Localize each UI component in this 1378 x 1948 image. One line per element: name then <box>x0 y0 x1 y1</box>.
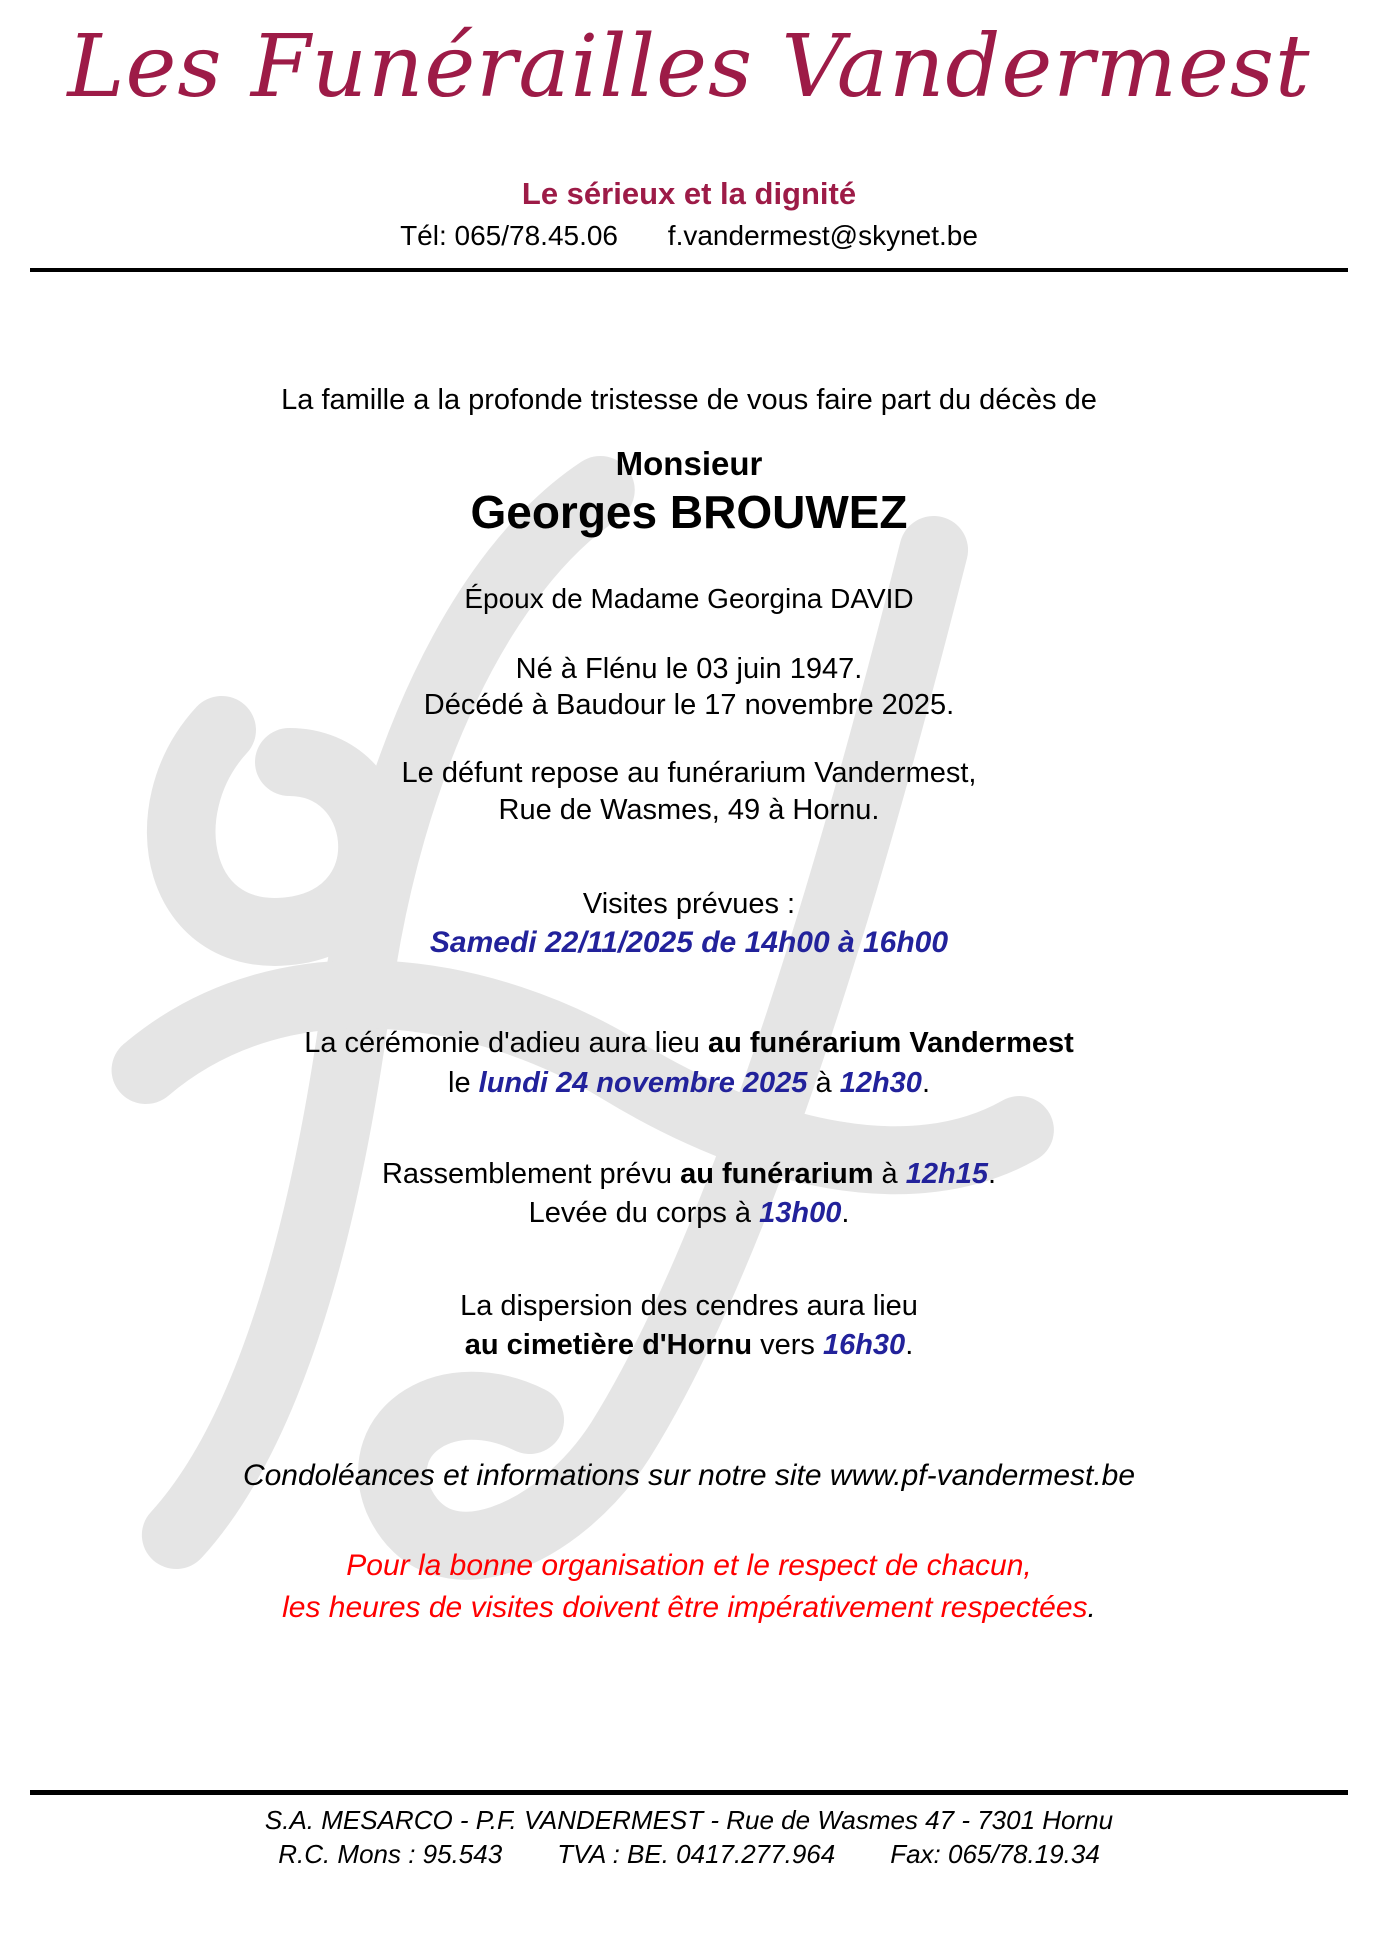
birth-death-dates <box>0 651 1378 724</box>
intro-text: La famille a la profonde tristesse de vous faire part du décès de <box>281 383 1097 416</box>
civility-title: Monsieur <box>615 444 763 482</box>
ceremony-paragraph <box>0 1024 1378 1102</box>
ceremony-line-1 <box>0 1024 1378 1063</box>
ceremony-location: au funérarium Vandermest <box>707 1027 1074 1060</box>
ceremony-date: lundi 24 novembre 2025 <box>478 1066 808 1099</box>
ceremony-mid: à <box>807 1066 840 1099</box>
phone-number: Tél: 065/78.45.06 <box>400 219 619 251</box>
repose-paragraph <box>0 755 1378 828</box>
footer <box>0 1790 1378 1870</box>
notice-period: . <box>1087 1591 1096 1625</box>
deceased-name: Georges BROUWEZ <box>470 485 908 538</box>
gathering-text: Rassemblement prévu <box>381 1157 681 1190</box>
body-removal-period: . <box>841 1196 850 1229</box>
spouse-line: Époux de Madame Georgina DAVID <box>464 582 914 614</box>
dispersion-line-1: La dispersion des cendres aura lieu <box>460 1290 918 1323</box>
brand-tagline: Le sérieux et la dignité <box>521 175 857 211</box>
company-registration-line <box>0 1839 1378 1870</box>
birth-line: Né à Flénu le 03 juin 1947. <box>515 652 863 685</box>
visits-schedule: Samedi 22/11/2025 de 14h00 à 16h00 <box>429 926 949 960</box>
ceremony-text: La cérémonie d'adieu aura lieu <box>304 1027 708 1060</box>
fax-number: Fax: 065/78.19.34 <box>890 1839 1100 1869</box>
ashes-dispersion-paragraph <box>0 1287 1378 1365</box>
dispersion-location: au cimetière d'Hornu <box>464 1329 753 1362</box>
visits-label: Visites prévues : <box>582 887 796 920</box>
dispersion-line-2 <box>0 1326 1378 1365</box>
rc-number: R.C. Mons : 95.543 <box>278 1839 503 1869</box>
visits-paragraph <box>0 886 1378 963</box>
ceremony-date-prefix: le <box>448 1066 479 1099</box>
gathering-period: . <box>987 1157 997 1190</box>
dispersion-period: . <box>905 1329 914 1362</box>
gathering-time: 12h15 <box>905 1157 988 1190</box>
footer-divider <box>30 1790 1348 1795</box>
gathering-mid: à <box>873 1157 906 1190</box>
body-removal-time: 13h00 <box>759 1196 842 1229</box>
notice-line-2 <box>0 1587 1378 1629</box>
ceremony-period: . <box>921 1066 930 1099</box>
body-removal-line <box>0 1194 1378 1233</box>
body-removal-text: Levée du corps à <box>528 1196 760 1229</box>
notice-line-2-text: les heures de visites doivent être impérativement respectées <box>282 1591 1088 1625</box>
ceremony-line-2 <box>0 1064 1378 1103</box>
condolences-website-line: Condoléances et informations sur notre site www.pf-vandermest.be <box>242 1459 1136 1493</box>
gathering-location: au funérarium <box>680 1157 874 1190</box>
gathering-paragraph <box>0 1155 1378 1233</box>
notice-line-1: Pour la bonne organisation et le respect de chacun, <box>346 1549 1032 1583</box>
brand-title: Les Funérailles Vandermest <box>67 17 1311 117</box>
death-line: Décédé à Baudour le 17 novembre 2025. <box>423 689 955 722</box>
ceremony-time: 12h30 <box>839 1066 922 1099</box>
contact-line <box>0 220 1378 252</box>
repose-line-1: Le défunt repose au funérarium Vandermest, <box>401 757 977 790</box>
company-address-line: S.A. MESARCO - P.F. VANDERMEST - Rue de Wasmes 47 - 7301 Hornu <box>264 1805 1114 1835</box>
header-divider <box>30 268 1348 272</box>
dispersion-mid: vers <box>752 1329 823 1362</box>
visiting-hours-notice <box>0 1545 1378 1629</box>
vat-number: TVA : BE. 0417.277.964 <box>557 1839 836 1869</box>
dispersion-time: 16h30 <box>822 1329 906 1362</box>
repose-line-2: Rue de Wasmes, 49 à Hornu. <box>498 793 880 826</box>
email-address: f.vandermest@skynet.be <box>667 219 978 251</box>
gathering-line-1 <box>0 1155 1378 1194</box>
